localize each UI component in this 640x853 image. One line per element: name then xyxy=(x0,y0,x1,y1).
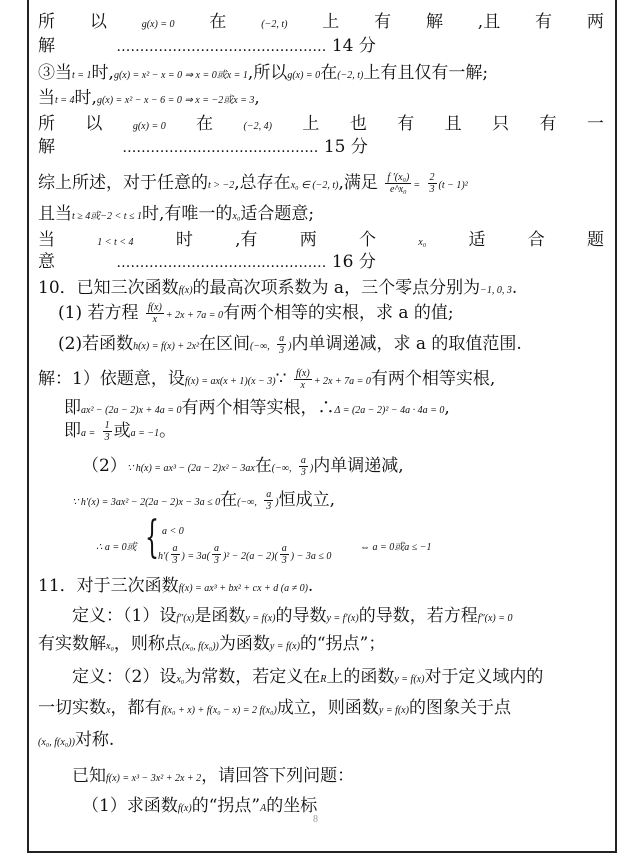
math: (−2, 4) xyxy=(243,121,272,132)
numerator: a xyxy=(281,543,287,554)
denominator: x xyxy=(152,314,158,325)
text: 上的函数 xyxy=(326,667,395,687)
score: 14 分 xyxy=(331,36,376,56)
math: ) xyxy=(275,497,279,508)
math: (−2, t) xyxy=(337,70,364,81)
text-line-22 xyxy=(38,633,604,658)
text: ,所以 xyxy=(247,63,288,83)
math: f(x) xyxy=(177,803,192,814)
word: 适 xyxy=(468,230,486,250)
math: x₀ xyxy=(418,237,427,248)
fraction xyxy=(385,172,411,195)
word: 只 xyxy=(492,114,510,134)
text: 成立，则函数 xyxy=(276,698,379,718)
math: f(x) = ax³ + bx² + cx + d (a ≠ 0) xyxy=(178,583,308,594)
math: (t − 1)² xyxy=(438,180,468,191)
text: 且当 xyxy=(38,204,72,224)
text: （1）求函数 xyxy=(82,796,178,816)
math: t > −2 xyxy=(208,180,235,191)
word: 两 xyxy=(586,12,604,32)
word: 以 xyxy=(85,114,103,134)
word: 个 xyxy=(359,230,377,250)
text: 是函数 xyxy=(194,606,246,626)
math: )² − 2(a − 2)( xyxy=(222,551,278,562)
text-line-10 xyxy=(38,251,604,274)
math: (−∞, xyxy=(250,341,270,352)
word: 所 xyxy=(38,114,55,134)
math: y = f(x) xyxy=(378,705,409,716)
math: (−∞, xyxy=(237,497,257,508)
text: 对于定义域内的 xyxy=(424,667,544,687)
text: 10．已知三次函数 xyxy=(38,278,179,298)
text-line-21 xyxy=(72,605,638,630)
math: −1, 0, 3 xyxy=(480,285,512,296)
numerator: a xyxy=(266,489,272,500)
word: 且 xyxy=(444,114,462,134)
text-line-15 xyxy=(64,397,630,422)
math: f″(x) = 0 xyxy=(477,613,513,624)
text-line-6 xyxy=(38,136,604,159)
math: A xyxy=(260,803,267,814)
math: f(x) = ax(x + 1)(x − 3) xyxy=(184,376,276,387)
math: f(x) xyxy=(178,285,193,296)
math: y = f(x) xyxy=(245,613,276,624)
denominator: 3 xyxy=(429,184,435,195)
text: 为常数，若定义在 xyxy=(184,667,321,687)
text-line-18 xyxy=(72,489,638,514)
word: 解 xyxy=(425,12,443,32)
math: x xyxy=(106,705,111,716)
math: y = f(x) xyxy=(269,641,300,652)
fraction xyxy=(264,489,273,512)
page-number: 8 xyxy=(313,814,318,825)
math: x₀ xyxy=(232,211,241,222)
leader-dots: …………………………………… xyxy=(122,140,319,156)
math: ax² − (2a − 2)x + 4a = 0 xyxy=(81,405,182,416)
word: 合 xyxy=(527,230,545,250)
text: 内单调递减, xyxy=(313,456,404,476)
text-line-2 xyxy=(38,35,604,58)
word: ,且 xyxy=(477,12,501,32)
math: 1 < t < 4 xyxy=(97,237,134,248)
text: ③当 xyxy=(38,63,72,83)
text: 。 xyxy=(159,421,177,441)
left-brace-icon: { xyxy=(145,512,159,563)
word: 上 xyxy=(322,12,340,32)
numerator: a xyxy=(279,333,285,344)
text: 当 xyxy=(38,88,55,108)
math: y = f′(x) xyxy=(326,613,359,624)
fraction xyxy=(146,302,164,325)
word: 以 xyxy=(89,12,107,32)
math: ∵ h(x) = ax³ − (2a − 2)x² − 3ax xyxy=(126,463,255,474)
math: ∴ a = 0或 xyxy=(96,542,137,553)
text: （2） xyxy=(82,456,127,476)
word: 在 xyxy=(196,114,214,134)
text: 的图象关于点 xyxy=(408,698,511,718)
word: 意 xyxy=(38,252,55,272)
word: 一 xyxy=(586,114,604,134)
numerator: 2 xyxy=(429,172,435,183)
math: t = 4 xyxy=(55,95,75,106)
text-line-8 xyxy=(38,203,604,228)
word: 解 xyxy=(38,36,55,56)
word: 两 xyxy=(299,230,317,250)
text: 在 xyxy=(254,456,272,476)
text: 有两个相等实根，∴ xyxy=(181,398,335,418)
text: 时, xyxy=(91,63,114,83)
math: h′( xyxy=(158,551,169,562)
text: ,满足 xyxy=(338,173,378,193)
math: t ≥ 4或−2 < t ≤ 1 xyxy=(72,211,143,222)
text: 综上所述，对于任意的 xyxy=(38,173,208,193)
word: 所 xyxy=(38,12,55,32)
fraction xyxy=(280,543,289,566)
text-line-25 xyxy=(38,729,604,754)
word: 时 xyxy=(175,230,193,250)
numerator: a xyxy=(300,455,306,466)
text: (1) 若方程 xyxy=(58,303,139,323)
word: 有 xyxy=(535,12,553,32)
text: 的导数 xyxy=(275,606,327,626)
word: 有 xyxy=(374,12,392,32)
text-line-27 xyxy=(82,795,640,820)
math: g(x) = 0 xyxy=(132,121,166,132)
text: 在 xyxy=(220,490,238,510)
math: ) = 3a( xyxy=(181,551,210,562)
word: 解 xyxy=(38,137,55,157)
leader-dots: ……………………………………… xyxy=(116,39,327,55)
math: ) xyxy=(288,341,292,352)
math: t = 1 xyxy=(72,70,92,81)
text-line-12 xyxy=(58,302,624,327)
math: ∵ h′(x) = 3ax² − 2(2a − 2)x − 3a ≤ 0 xyxy=(72,497,221,508)
text: 内单调递减，求 a 的取值范围. xyxy=(291,334,522,354)
fraction xyxy=(103,420,112,443)
text-line-17 xyxy=(82,455,640,480)
math: y = f(x) xyxy=(394,674,425,685)
text: ,总存在 xyxy=(234,173,291,193)
text-line-5 xyxy=(38,113,604,138)
text: 的“拐点”； xyxy=(299,634,386,654)
math: f″(x) xyxy=(176,613,195,624)
text-line-1 xyxy=(38,11,604,36)
denominator: 3 xyxy=(172,555,178,566)
math: g(x) = x² − x − 6 = 0 ⇒ x = −2或x = 3 xyxy=(96,95,255,106)
text-line-3 xyxy=(38,62,604,87)
text-line-26 xyxy=(72,765,638,790)
text: 有两个相等的实根，求 a 的值; xyxy=(222,303,454,323)
text: 的坐标 xyxy=(266,796,318,816)
math: g(x) = 0 xyxy=(141,19,175,30)
denominator: 3 xyxy=(266,501,272,512)
text: 上有且仅有一解; xyxy=(363,63,489,83)
math: (−2, t) xyxy=(261,19,288,30)
text: ，都有 xyxy=(110,698,162,718)
text: 定义：（1）设 xyxy=(72,606,177,626)
text: 的导数，若方程 xyxy=(358,606,478,626)
math: = xyxy=(413,180,421,191)
math: f(x₀ + x) + f(x₀ − x) = 2 f(x₀) xyxy=(161,705,277,716)
math: g(x) = 0 xyxy=(287,70,321,81)
text: 适合题意; xyxy=(240,204,315,224)
text: 有两个相等实根, xyxy=(370,369,496,389)
math: a < 0 xyxy=(162,526,184,537)
word: 当 xyxy=(38,230,55,250)
math: ) xyxy=(309,463,314,474)
denominator: e^x₀ xyxy=(390,184,407,195)
text-line-13 xyxy=(58,333,624,358)
problem-10-title xyxy=(38,277,604,302)
math: (x₀, f(x₀)) xyxy=(181,641,219,652)
text: 11．对于三次函数 xyxy=(38,576,179,596)
math: x₀ ∈ (−2, t) xyxy=(290,180,339,191)
text: 有实数解 xyxy=(38,634,106,654)
text: 在区间 xyxy=(199,334,251,354)
text-line-14 xyxy=(38,368,604,393)
fraction xyxy=(212,543,221,566)
denominator: 3 xyxy=(104,432,110,443)
word: 在 xyxy=(209,12,227,32)
math: ) − 3a ≤ 0 xyxy=(290,551,332,562)
text: 解：1）依题意，设 xyxy=(38,369,185,389)
text: 对称. xyxy=(74,730,115,750)
text: 的“拐点” xyxy=(191,796,261,816)
math: f(x) = x³ − 3x² + 2x + 2 xyxy=(106,773,202,784)
text-line-24 xyxy=(38,697,604,722)
word: 上 xyxy=(302,114,320,134)
word: ,有 xyxy=(235,230,258,250)
text: 一切实数 xyxy=(38,698,106,718)
text: 为函数 xyxy=(218,634,270,654)
score: 15 分 xyxy=(323,137,368,157)
math: Δ = (2a − 2)² − 4a · 4a = 0 xyxy=(334,405,445,416)
word: 也 xyxy=(349,114,367,134)
fraction xyxy=(294,368,312,391)
word: 有 xyxy=(397,114,415,134)
numerator: 1 xyxy=(104,420,110,431)
text: ，则称点 xyxy=(113,634,182,654)
numerator: f ′(x₀) xyxy=(387,172,410,183)
text: ∵ xyxy=(275,369,287,389)
math: (−∞, xyxy=(271,463,292,474)
fraction xyxy=(299,455,308,478)
fraction xyxy=(277,333,286,356)
math: g(x) = x² − x = 0 ⇒ x = 0或x = 1 xyxy=(113,70,248,81)
math: R xyxy=(320,674,327,685)
text: 时,有唯一的 xyxy=(142,204,233,224)
denominator: 3 xyxy=(300,467,306,478)
text: 时, xyxy=(74,88,97,108)
math: (x₀, f(x₀)) xyxy=(38,737,75,748)
word: 有 xyxy=(539,114,557,134)
inequality-result xyxy=(360,534,640,559)
text: ，请回答下列问题： xyxy=(201,766,355,786)
text: 即 xyxy=(64,398,81,418)
math: ⇔ a = 0或a ≤ −1 xyxy=(360,542,432,553)
math: + 2x + 7a = 0 xyxy=(165,310,223,321)
math: a = xyxy=(81,428,96,439)
text: , xyxy=(254,88,260,108)
numerator: f(x) xyxy=(147,302,162,313)
text: . xyxy=(511,278,518,298)
text: 或 xyxy=(113,421,131,441)
text: (2)若函数 xyxy=(58,334,134,354)
text: 恒成立, xyxy=(278,490,336,510)
numerator: a xyxy=(172,543,178,554)
text-line-4 xyxy=(38,87,604,112)
math: x₀ xyxy=(106,641,114,652)
math: + 2x + 7a = 0 xyxy=(313,376,371,387)
denominator: 3 xyxy=(213,555,219,566)
text-line-16 xyxy=(64,420,630,445)
text: , xyxy=(444,398,450,418)
numerator: a xyxy=(213,543,219,554)
leader-dots: ……………………………………… xyxy=(116,255,327,271)
denominator: x xyxy=(300,380,305,391)
fraction xyxy=(171,543,180,566)
denominator: 3 xyxy=(279,345,285,356)
text: 已知 xyxy=(72,766,106,786)
text: 在 xyxy=(320,63,338,83)
text-line-23 xyxy=(72,666,638,691)
math: a = −1 xyxy=(130,428,160,439)
text: 的最高次项系数为 a，三个零点分别为 xyxy=(192,278,481,298)
word: 题 xyxy=(587,230,604,250)
text: 定义：（2）设 xyxy=(72,667,177,687)
problem-11-title xyxy=(38,575,604,600)
text: . xyxy=(307,576,314,596)
denominator: 3 xyxy=(281,555,287,566)
text: 即 xyxy=(64,421,81,441)
math: h(x) = f(x) + 2x² xyxy=(133,341,200,352)
math: x₀ xyxy=(176,674,185,685)
fraction xyxy=(428,172,437,195)
text-line-7 xyxy=(38,172,604,197)
score: 16 分 xyxy=(331,252,376,272)
numerator: f(x) xyxy=(295,368,310,379)
